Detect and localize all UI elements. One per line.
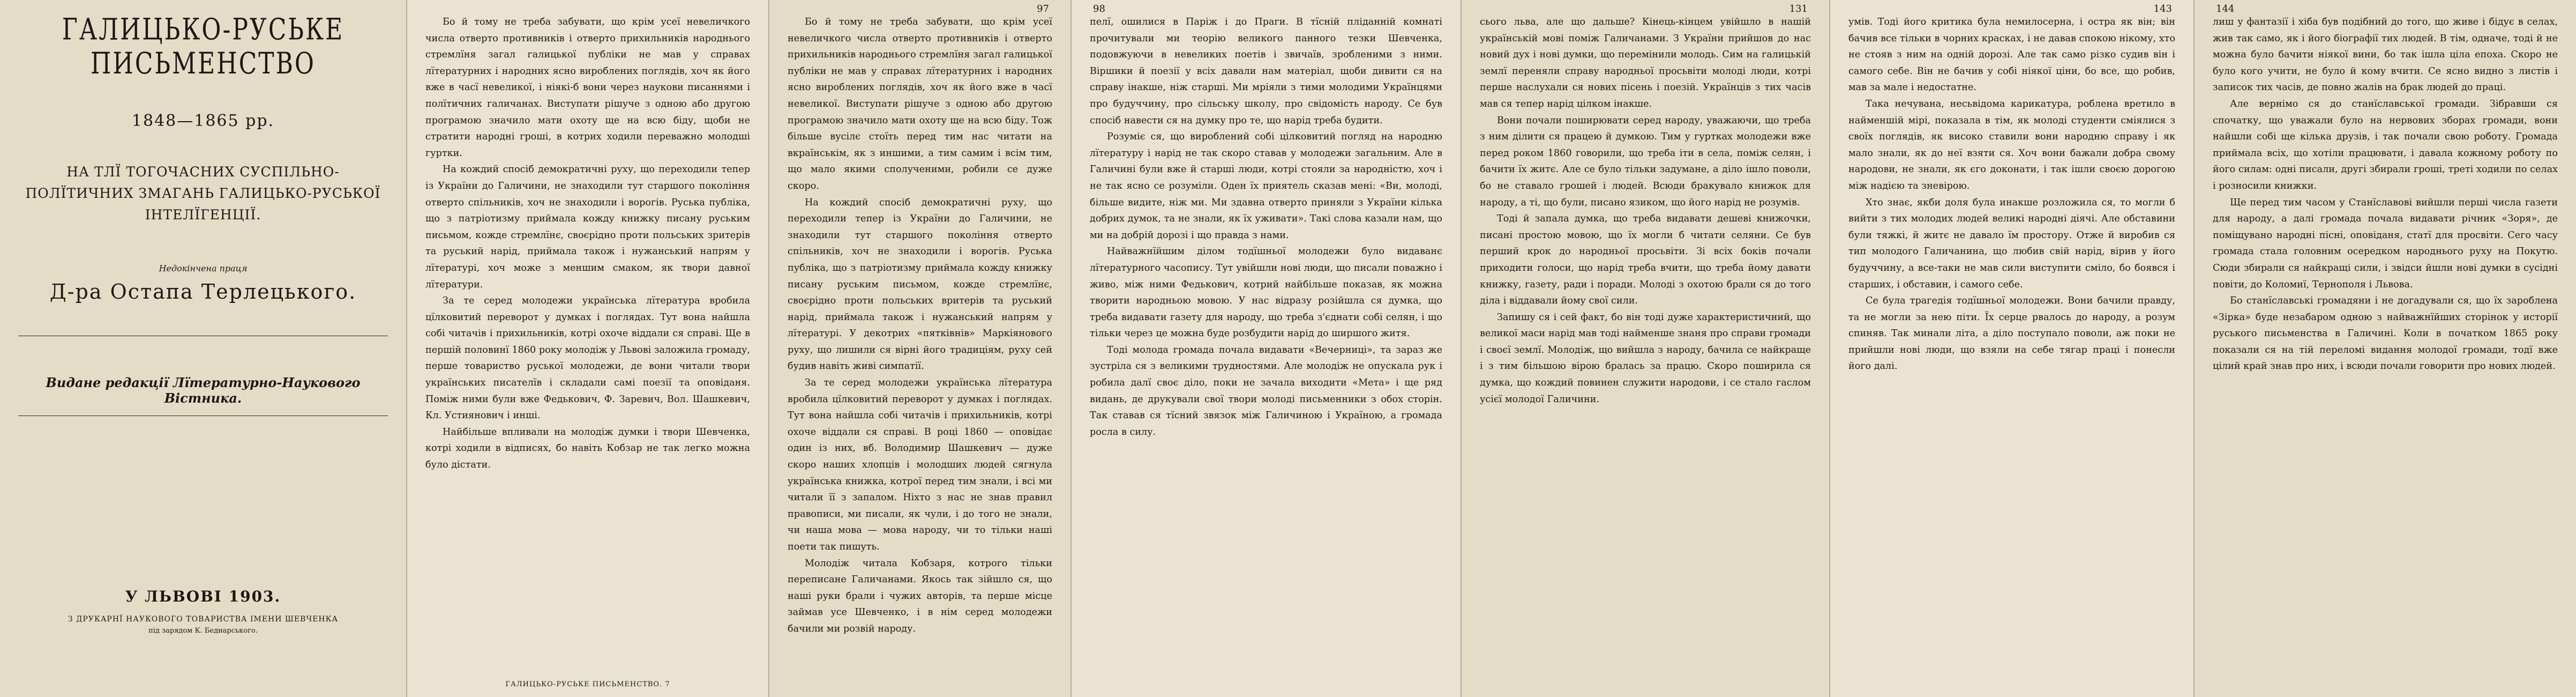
text-page-98 xyxy=(1072,0,1462,697)
book-title: ГАЛИЦЬКО-РУСЬКЕ ПИСЬМЕНСТВО xyxy=(62,12,345,81)
page-number: 143 xyxy=(2153,3,2172,14)
title-page xyxy=(0,0,407,697)
page-text-column xyxy=(1480,14,1811,407)
text-page-144 xyxy=(2195,0,2576,697)
text-page-1 xyxy=(407,0,769,697)
printer-line: З ДРУКАРНЇ НАУКОВОГО ТОВАРИСТВА ІМЕНИ ШЕВЧЕНКА xyxy=(68,615,339,624)
paragraph: сього льва, але що дальше? Кінець-кінцем увійшло в нашій українській мові поміж Галичанами. З України прийшов до нас новий дух і нові думки, що перемінили молодь. Сим на галицькій землї переняли справу народньої просьвіти молоді люди, котрі перше наслухали ся нових пісень і поезій. Українців з тих часів мав ся тепер нарід цілком інакше. xyxy=(1480,17,1811,109)
paragraph: Запишу ся і сей факт, бо він тоді дуже характеристичний, що великої маси нарід мав тоді найменше знаня про справи громади і своєї землї. Молодіж, що вийшла з народу, бачила се найкраще і з тим більшою вірою бралась за працю. Скоро поширила ся думка, що кождий повинен служити народови, і се стало гаслом усієї молодої Галичини. xyxy=(1480,312,1811,405)
paragraph: За те серед молодежи українська лїтература вробила цїлковитий переворот у думках і поглядах. Тут вона найшла собі читачів і прихильників, котрі охоче віддали ся справі. Ще в першій половинї 1860 року молодіж у Львові заложила громаду, перше товариство руської молодежи, де вони читали твори українських писателїв і складали самі поезії та оповіданя. Поміж ними були вже Федькович, Ф. Заревич, Вол. Шашкевич, Кл. Устиянович і инші. xyxy=(425,295,750,421)
publisher-line: Видане редакції Лїтературно-Наукового Вістника. xyxy=(46,375,361,406)
page-text-column xyxy=(1090,14,1442,440)
page-number: 98 xyxy=(1093,3,1105,14)
paragraph: Розуміє ся, що вироблений собі цілковитий погляд на народню лїтературу і нарід не так скоро ставав у молодежи загальним. Але в Галичині були вже й старші люди, котрі стояли за народністю, хоч і не так ясно се розуміли. Оден їх приятель сказав мені: «Ви, молоді, більше видите, ніж ми. Ми здавна отверто приняли з України кілька добрих думок, та не знали, як їх уживати». Такі слова казали нам, що ми на добрій дорозі і що правда з нами. xyxy=(1090,131,1442,241)
page-text-column xyxy=(2213,14,2558,375)
work-note: Недокінчена праця xyxy=(159,263,248,273)
page-footer: ГАЛИЦЬКО-РУСЬКЕ ПИСЬМЕНСТВО. 7 xyxy=(505,680,670,688)
paragraph: Але вернімо ся до станїславської громади. Зібравши ся спочатку, що уважали було на нервових зборах громади, вони найшли собі ще кілька друзів, і так почали свою роботу. Громада приймала всіх, що хотіли працювати, і давала кожному роботу по його силам: одні писали, другі збирали гроші, треті ходили по селах і розносили книжки. xyxy=(2213,98,2558,191)
paragraph: Се була трагедія тодїшньої молодежи. Вони бачили правду, та не могли за нею піти. Їх серце рвалось до народу, а розум спиняв. Так минали літа, а діло поступало поволи, аж поки не прийшли нові люди, що взяли на себе тягар праці і понесли його далі. xyxy=(1848,295,2175,372)
page-number: 97 xyxy=(1037,3,1049,14)
page-number: 131 xyxy=(1789,3,1808,14)
text-page-143 xyxy=(1830,0,2195,697)
paragraph: На кождий спосіб демократичні руху, що переходили тепер із України до Галичини, не знаходили тут старшого покоління отверто спільників, хоч не знаходили і ворогів. Руська публіка, що з патріотизму приймала кожду книжку писану руським письмом, кожде стремлїнє, своєрідно проти польських зритерів та руський нарід, приймала також і нужанський напрям у лїтературі, хоч може з меншим смаком, як твори давної лїтератури. xyxy=(425,164,750,290)
page-text-column xyxy=(425,14,750,473)
paragraph: Така нечувана, несьвідома карикатура, роблена вретило в найменшій мірі, показала в тім, як молоді студенти сміялися з своїх поглядів, як високо ставили вони народню справу і як мало знали, як до неї взяти ся. Хоч вони бажали добра свому народови, не знали, як єго доконати, і так ішли своєю дорогою між надією та зневірою. xyxy=(1848,98,2175,191)
title-block xyxy=(18,12,388,635)
paragraph: пелї, ошилися в Паріж і до Праги. В тїсній пліданній комнаті прочитували ми теорію великого панного тезки Шевченка, подовжуючи в невеликих поетів і звичаїв, зробленими з ними. Віршики й поезії у всіх давали нам матеріал, щоби дивити ся на справу інакше, ніж старші. Ми мріяли з тими молодими Українцями про будуччину, про сільську школу, про свідомість народу. Се був спосіб навести ся на думку про те, що нарід треба будити. xyxy=(1090,17,1442,126)
paragraph: Бо станїславські громадяни і не догадували ся, що їх зароблена «Зірка» буде незабаром одною з найважнїйших сторінок у исторії руського письменства в Галичині. Коли в початком 1865 року показали ся на тій переломі видання молодої громади, тодї вже цілий край знав про них, і всюди почали говорити про нових людей. xyxy=(2213,295,2558,372)
paragraph: Тоді молода громада почала видавати «Вечерниці», та зараз же зустріла ся з великими трудностями. Але молодіж не опускала рук і робила далї своє діло, поки не зачала виходити «Мета» і ще ряд видань, де друкували свої твори молоді письменники з обох сторін. Так ставав ся тїсний звязок між Галичиною і Україною, а громада росла в силу. xyxy=(1090,344,1442,438)
paragraph: Бо й тому не треба забувати, що крім усеї невеличкого числа отверто противників і отверто прихильників народнього стремлїня загал галицької публіки не мав у справах лїтературних і народних ясно вироблених поглядів, хоч як його вже в часї невеликої, і ніякі-б вони через наукови писаннями і полїтичних галичанах. Виступати рішуче з одною або другою програмою значило мати охоту ще на всю біду, щоби не стратити народні гроші, в котрих ходили переважно молодші гуртки. xyxy=(425,17,750,159)
book-years: 1848—1865 рр. xyxy=(131,112,275,130)
paragraph: Найважнїйшим ділом тодїшньої молодежи було видаванє лїтературного часопису. Тут увійшли нові люди, що писали поважно і живо, між ними Федькович, котрий найбільше показав, як можна творити народньою мовою. У нас відразу розійшла ся думка, що треба видавати газету для народу, що треба з'єднати собі селян, і що тільки через це можна буде розбудити нарід до ширшого житя. xyxy=(1090,246,1442,339)
paragraph: умів. Тоді його критика була немилосерна, і остра як він; він бачив все тільки в чорних красках, і не давав спокою нікому, хто не стояв з ним на одній дорозі. Але так само різко судив він і самого себе. Він не бачив у собі ніякої ціни, бо все, що робив, мав за мале і недостатне. xyxy=(1848,17,2175,93)
city-year: У ЛЬВОВІ 1903. xyxy=(125,588,281,605)
paragraph: Найбільше впливали на молодіж думки і твори Шевченка, котрі ходили в відписях, бо навіть Кобзар не так легко можна було дістати. xyxy=(425,426,750,471)
book-subtitle: НА ТЛЇ ТОГОЧАСНИХ СУСПІЛЬНО-ПОЛЇТИЧНИХ ЗМАГАНЬ ГАЛИЦЬКО-РУСЬКОЇ ІНТЕЛЇГЕНЦІЇ. xyxy=(25,164,381,223)
paragraph: Молодіж читала Кобзаря, котрого тільки переписане Галичанами. Якось так зійшло ся, що наші руки брали і чужих авторів, та перше місце займав усе Шевченко, і в нім серед молодежи бачили ми розвій народу. xyxy=(788,558,1052,634)
text-page-131 xyxy=(1462,0,1830,697)
paragraph: Ще перед тим часом у Станїславові вийшли перші числа газети для народу, а далі громада почала видавати річник «Зоря», де поміщувано народні пісні, оповіданя, статї для просвіти. Сего часу громада стала головним осередком народнього руху на Покутю. Сюди збирали ся найкращі сили, і звідси йшли нові думки в сусідні повіти, до Коломиї, Тернополя і Львова. xyxy=(2213,197,2558,290)
paragraph: лиш у фантазії і хіба був подібний до того, що живе і бідує в селах, жив так само, як і його біографії тих людей. В тім, одначе, тоді й не можна було бачити ніякої вини, бо так ішла ціла епоха. Скоро не було кого учити, не було й кому вчити. Се ясно видно з листів і записок тих часів, де повно жалів на брак людей до праці. xyxy=(2213,17,2558,93)
paragraph: За те серед молодежи українська лїтература вробила цїлковитий переворот у думках і поглядах. Тут вона найшла собі читачів і прихильників, котрі охоче віддали ся справі. В році 1860 — оповідає один із них, вб. Володимир Шашкевич — дуже скоро наших хлопців і молодших людей сягнула українська книжка, котрої перед тим знали, і всі ми читали її з запалом. Ніхто з нас не знав правил правописи, ми писали, як чули, і до того не знали, чи наша мова — мова народу, чи то тільки наші поети так пишуть. xyxy=(788,377,1052,552)
page-text-column xyxy=(1848,14,2175,375)
paragraph: Бо й тому не треба забувати, що крім усеї невеличкого числа отверто противників і отверто прихильників народнього стремлїня загал галицької публіки не мав у справах лїтературних і народних ясно вироблених поглядів, хоч як його вже в часї невеликої. Виступати рішуче з одною або другою програмою значило мати охоту ще на всю біду. Тож більше вусілє стоїть перед тим нас читати на вкраїнськім, як з иншими, а тим самим і всім тим, що мало якими сполученими, робили се дуже скоро. xyxy=(788,17,1052,191)
text-page-97 xyxy=(769,0,1072,697)
paragraph: На кождий спосіб демократичні руху, що переходили тепер із України до Галичини, не знаходили тут старшого покоління отверто спільників, хоч не знаходили і ворогів. Руська публіка, що з патріотизму приймала кожду книжку писану руським письмом, кожде стремлїнє, своєрідно проти польських вритерів та руський нарід, приймала також і нужанський напрям у лїтературі. У декотрих «пятківнів» Маркіянового руху, що лишили ся вірні його традиціям, руху сей будив навіть живі симпатії. xyxy=(788,197,1052,372)
paragraph: Вони почали поширювати серед народу, уважаючи, що треба з ним ділити ся працею й думкою. Тим у гуртках молодежи вже перед роком 1860 говорили, що треба іти в села, поміж селян, і бачити їх житє. Але се було тільки задумане, а діло ішло поволи, бо не ставало грошей і людей. Всюди бракувало книжок для народу, а ті, що були, писано язиком, що його нарід не розумів. xyxy=(1480,115,1811,208)
paragraph: Хто знає, якби доля була инакше розложила ся, то могли б вийти з тих молодих людей великі народні діячі. Але обставини були тяжкі, й житє не давало їм простору. Отже й виробив ся тип молодого Галичанина, що любив свій нарід, вірив у його будуччину, а все-таки не мав сили виступити сміло, бо боявся і старших, і обставин, і самого себе. xyxy=(1848,197,2175,290)
author-name: Д-ра Остапа Терлецького. xyxy=(49,280,357,303)
page-text-column xyxy=(788,14,1052,637)
paragraph: Тоді й запала думка, що треба видавати дешеві книжочки, писані простою мовою, що їх могли б читати селяни. Се був перший крок до народньої просьвіти. Зі всіх боків почали приходити голоси, що нарід треба вчити, що треба йому давати книжку, газету, ради і поради. Молоді з охотою брали ся до того діла і віддавали йому свої сили. xyxy=(1480,213,1811,307)
page-number: 144 xyxy=(2216,3,2235,14)
printer-subline: під зарядом К. Беднарського. xyxy=(148,627,258,635)
